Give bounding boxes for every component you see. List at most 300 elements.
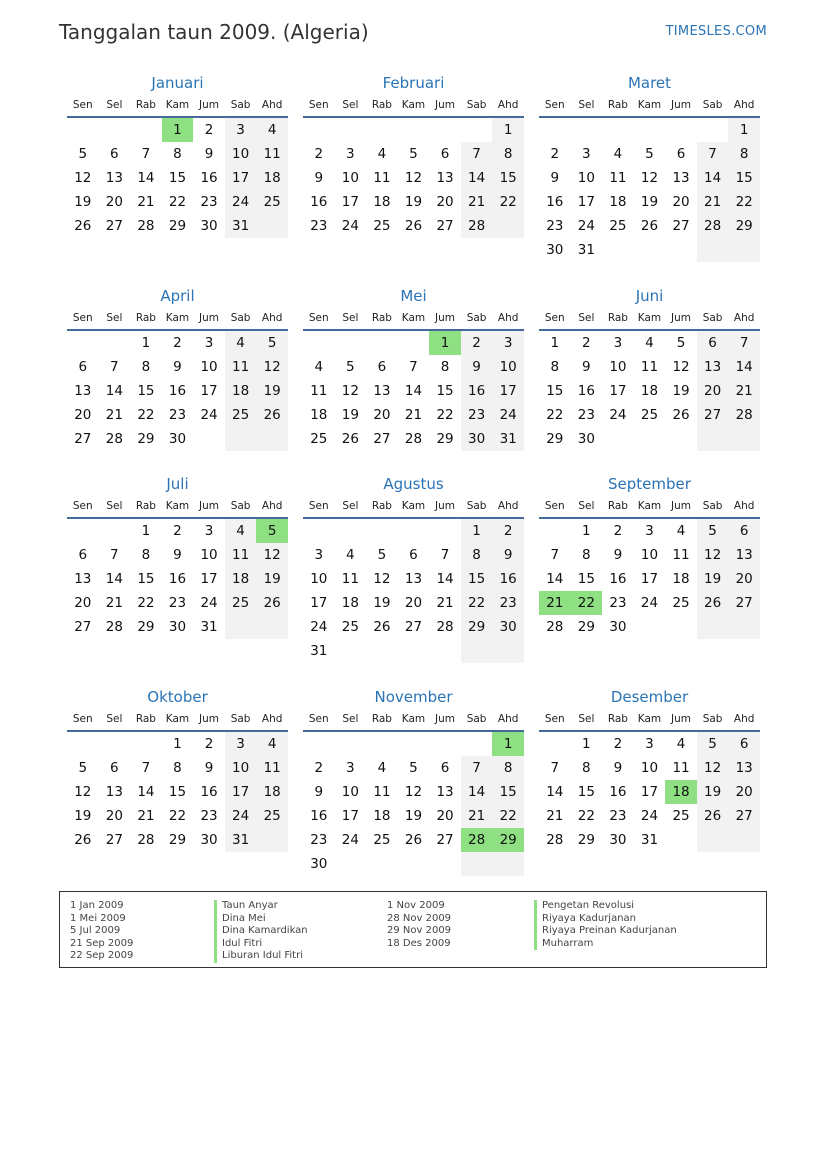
week-row (67, 591, 288, 615)
empty-cell (665, 828, 697, 852)
day-cell: 9 (613, 760, 623, 776)
empty-cell (728, 828, 760, 852)
day-cell: 19 (373, 595, 391, 611)
day-cell: 13 (697, 355, 729, 379)
day-cell: 25 (256, 804, 288, 828)
week-row (303, 355, 524, 379)
legend-date: 29 Nov 2009 (387, 925, 452, 936)
day-cell: 16 (200, 170, 218, 186)
day-cell: 15 (492, 780, 524, 804)
weekday-label: Rab (371, 500, 392, 512)
day-cell: 18 (341, 595, 359, 611)
day-cell: 8 (492, 142, 524, 166)
legend-holiday-name: Muharram (534, 938, 677, 951)
weekday-label: Jum (671, 312, 692, 324)
day-cell: 31 (225, 214, 257, 238)
week-row (539, 142, 760, 166)
day-cell: 17 (640, 784, 659, 800)
week-row (303, 615, 524, 639)
day-cell: 26 (697, 591, 729, 615)
day-cell: 21 (697, 190, 729, 214)
day-cell: 9 (173, 547, 182, 563)
day-cell: 7 (728, 331, 760, 355)
day-cell: 3 (225, 732, 257, 756)
day-cell: 16 (492, 567, 524, 591)
day-cell: 21 (461, 190, 493, 214)
day-cell: 2 (204, 122, 214, 138)
day-cell: 2 (582, 335, 591, 351)
empty-cell (335, 639, 367, 663)
day-cell: 11 (672, 760, 690, 776)
day-cell: 8 (141, 547, 151, 563)
day-cell: 24 (640, 808, 659, 824)
day-cell: 16 (577, 383, 595, 399)
day-cell: 1 (582, 523, 591, 539)
day-cell: 24 (200, 595, 218, 611)
week-row (67, 379, 288, 403)
day-cell: 28 (546, 619, 564, 635)
day-cell: 2 (613, 523, 623, 539)
day-cell: 21 (404, 407, 423, 423)
day-cell: 30 (492, 615, 524, 639)
empty-cell (256, 214, 288, 238)
day-cell: 23 (546, 218, 564, 234)
day-cell: 18 (310, 407, 328, 423)
weekday-label: Jum (199, 99, 220, 111)
day-cell: 26 (373, 619, 391, 635)
weekday-label: Sab (466, 99, 487, 111)
weekday-label: Sen (308, 99, 329, 111)
week-row (539, 238, 760, 262)
day-cell: 24 (640, 595, 659, 611)
day-cell: 15 (168, 170, 187, 186)
weekday-label: Ahd (261, 713, 283, 725)
day-cell: 25 (310, 431, 328, 447)
day-cell: 11 (341, 571, 359, 587)
day-cell: 6 (440, 760, 450, 776)
week-row (303, 804, 524, 828)
day-cell: 19 (672, 383, 690, 399)
day-cell: 7 (697, 142, 729, 166)
day-cell: 7 (141, 760, 151, 776)
day-cell: 26 (256, 591, 288, 615)
day-cell: 19 (74, 808, 92, 824)
day-cell: 19 (404, 808, 423, 824)
day-cell: 12 (74, 784, 92, 800)
day-cell: 22 (137, 407, 155, 423)
weekday-label: Sen (308, 312, 329, 324)
legend-date: 22 Sep 2009 (70, 950, 134, 961)
day-cell: 13 (404, 571, 423, 587)
day-cell: 23 (200, 194, 218, 210)
day-cell: 4 (613, 146, 623, 162)
day-cell: 19 (256, 379, 288, 403)
week-row (303, 142, 524, 166)
day-cell: 16 (609, 571, 627, 587)
day-cell: 15 (546, 383, 564, 399)
day-cell: 7 (409, 359, 418, 375)
week-row (539, 591, 760, 615)
day-cell: 31 (640, 832, 659, 848)
week-row (303, 732, 524, 756)
day-cell: 23 (609, 595, 627, 611)
day-cell: 24 (492, 403, 524, 427)
day-cell: 14 (137, 170, 155, 186)
weekday-header (67, 495, 288, 519)
day-cell: 6 (78, 359, 88, 375)
weekday-label: Sen (544, 500, 565, 512)
legend-date: 21 Sep 2009 (70, 937, 134, 949)
day-cell: 16 (609, 784, 627, 800)
day-cell: 7 (550, 760, 560, 776)
day-cell: 25 (373, 832, 391, 848)
empty-cell (728, 615, 760, 639)
day-cell: 15 (461, 567, 493, 591)
holiday-day-cell: 5 (256, 519, 288, 543)
empty-cell (99, 118, 131, 142)
day-cell: 6 (440, 146, 450, 162)
weekday-label: Sen (544, 99, 565, 111)
weekday-label: Kam (637, 312, 662, 324)
week-row (539, 804, 760, 828)
week-row (67, 427, 288, 451)
empty-cell (461, 639, 493, 663)
day-cell: 31 (577, 242, 595, 258)
day-cell: 30 (168, 619, 187, 635)
weekday-label: Sab (466, 713, 487, 725)
weekday-label: Sel (342, 713, 359, 725)
day-cell: 12 (404, 784, 423, 800)
weekday-header (539, 94, 760, 118)
week-row (303, 379, 524, 403)
month-name: Juni (635, 287, 664, 305)
weekday-header (539, 708, 760, 732)
week-row (303, 403, 524, 427)
day-cell: 14 (436, 571, 454, 587)
day-cell: 4 (676, 736, 686, 752)
weekday-label: Jum (435, 500, 456, 512)
empty-cell (398, 732, 430, 756)
weekday-header (303, 307, 524, 331)
week-row (303, 331, 524, 355)
day-cell: 20 (672, 194, 690, 210)
empty-cell (303, 519, 335, 543)
weekday-label: Kam (165, 713, 190, 725)
empty-cell (67, 331, 99, 355)
day-cell: 30 (546, 242, 564, 258)
legend-holiday-name: Dina Mei (214, 913, 308, 926)
day-cell: 6 (676, 146, 686, 162)
day-cell: 9 (314, 170, 324, 186)
empty-cell (697, 118, 729, 142)
day-cell: 27 (74, 619, 92, 635)
day-cell: 18 (225, 379, 257, 403)
day-cell: 17 (341, 808, 359, 824)
weekday-label: Sel (106, 99, 123, 111)
weekday-header (303, 94, 524, 118)
day-cell: 3 (204, 335, 214, 351)
weekday-label: Sab (230, 500, 251, 512)
day-cell: 14 (546, 784, 564, 800)
weekday-label: Sab (702, 500, 723, 512)
day-cell: 30 (577, 431, 595, 447)
day-cell: 12 (256, 543, 288, 567)
day-cell: 17 (225, 780, 257, 804)
week-row (539, 427, 760, 451)
legend-dates-left (70, 900, 133, 963)
weekday-label: Jum (671, 713, 692, 725)
empty-cell (398, 519, 430, 543)
month-name: Maret (627, 74, 672, 92)
week-row (303, 828, 524, 852)
day-cell: 3 (613, 335, 623, 351)
day-cell: 12 (256, 355, 288, 379)
day-cell: 7 (550, 547, 560, 563)
weekday-label: Sel (578, 312, 595, 324)
day-cell: 28 (404, 431, 423, 447)
day-cell: 8 (173, 760, 182, 776)
empty-cell (398, 639, 430, 663)
day-cell: 22 (168, 194, 187, 210)
legend-date: 28 Nov 2009 (387, 912, 452, 924)
weekday-header (67, 94, 288, 118)
day-cell: 29 (546, 431, 564, 447)
day-cell: 17 (341, 194, 359, 210)
day-cell: 6 (409, 547, 418, 563)
empty-cell (193, 427, 225, 451)
week-row (67, 331, 288, 355)
day-cell: 25 (672, 808, 690, 824)
day-cell: 2 (550, 146, 560, 162)
day-cell: 15 (577, 571, 595, 587)
empty-cell (67, 519, 99, 543)
day-cell: 16 (168, 383, 187, 399)
day-cell: 22 (461, 591, 493, 615)
day-cell: 16 (310, 194, 328, 210)
empty-cell (303, 331, 335, 355)
day-cell: 21 (105, 595, 123, 611)
week-row (67, 142, 288, 166)
day-cell: 19 (74, 194, 92, 210)
day-cell: 1 (141, 335, 151, 351)
day-cell: 18 (672, 571, 690, 587)
week-row (539, 732, 760, 756)
day-cell: 27 (697, 403, 729, 427)
day-cell: 28 (105, 619, 123, 635)
day-cell: 3 (492, 331, 524, 355)
day-cell: 14 (137, 784, 155, 800)
weekday-label: Kam (401, 312, 426, 324)
day-cell: 2 (314, 146, 324, 162)
day-cell: 25 (225, 403, 257, 427)
day-cell: 19 (640, 194, 659, 210)
day-cell: 9 (173, 359, 182, 375)
weekday-label: Sel (342, 500, 359, 512)
holiday-day-cell: 28 (461, 828, 493, 852)
day-cell: 5 (409, 760, 418, 776)
day-cell: 15 (168, 784, 187, 800)
day-cell: 19 (404, 194, 423, 210)
day-cell: 24 (225, 190, 257, 214)
day-cell: 21 (728, 379, 760, 403)
day-cell: 7 (461, 142, 493, 166)
day-cell: 29 (168, 218, 187, 234)
day-cell: 30 (609, 832, 627, 848)
day-cell: 5 (645, 146, 654, 162)
day-cell: 11 (373, 784, 391, 800)
day-cell: 22 (546, 407, 564, 423)
month-januari (67, 72, 288, 238)
day-cell: 18 (373, 808, 391, 824)
weekday-label: Rab (607, 312, 628, 324)
day-cell: 4 (256, 732, 288, 756)
day-cell: 25 (640, 407, 659, 423)
weekday-header (539, 495, 760, 519)
brand-link[interactable]: TIMESLES.COM (665, 24, 767, 39)
day-cell: 9 (204, 760, 214, 776)
week-row (67, 567, 288, 591)
day-cell: 23 (168, 407, 187, 423)
week-row (303, 190, 524, 214)
weekday-label: Ahd (733, 312, 755, 324)
weekday-label: Sel (578, 713, 595, 725)
day-cell: 20 (404, 595, 423, 611)
day-cell: 15 (728, 166, 760, 190)
day-cell: 28 (105, 431, 123, 447)
day-cell: 20 (436, 194, 454, 210)
day-cell: 13 (672, 170, 690, 186)
day-cell: 20 (74, 595, 92, 611)
empty-cell (335, 118, 367, 142)
day-cell: 26 (640, 218, 659, 234)
weekday-label: Ahd (733, 99, 755, 111)
day-cell: 9 (550, 170, 560, 186)
day-cell: 11 (609, 170, 627, 186)
day-cell: 16 (310, 808, 328, 824)
day-cell: 30 (609, 619, 627, 635)
day-cell: 26 (341, 431, 359, 447)
month-name: Desember (610, 688, 689, 706)
week-row (67, 780, 288, 804)
month-agustus (303, 473, 524, 663)
day-cell: 17 (200, 383, 218, 399)
week-row (67, 615, 288, 639)
weekday-label: Kam (165, 500, 190, 512)
weekday-label: Sen (308, 500, 329, 512)
day-cell: 14 (105, 383, 123, 399)
empty-cell (492, 852, 524, 876)
month-name: Januari (151, 74, 204, 92)
day-cell: 5 (346, 359, 355, 375)
month-name: September (608, 475, 691, 493)
day-cell: 3 (204, 523, 214, 539)
month-februari (303, 72, 524, 238)
weekday-label: Rab (607, 500, 628, 512)
page-title: Tanggalan taun 2009. (Algeria) (59, 20, 369, 44)
day-cell: 22 (577, 808, 595, 824)
day-cell: 10 (200, 547, 218, 563)
weekday-label: Rab (371, 713, 392, 725)
day-cell: 24 (341, 832, 359, 848)
week-row (67, 732, 288, 756)
empty-cell (398, 852, 430, 876)
day-cell: 27 (728, 591, 760, 615)
day-cell: 25 (256, 190, 288, 214)
day-cell: 22 (492, 804, 524, 828)
day-cell: 27 (373, 431, 391, 447)
empty-cell (697, 828, 729, 852)
day-cell: 10 (609, 359, 627, 375)
day-cell: 27 (672, 218, 690, 234)
day-cell: 29 (137, 431, 155, 447)
day-cell: 21 (137, 194, 155, 210)
day-cell: 10 (640, 760, 659, 776)
weekday-label: Kam (637, 500, 662, 512)
month-name: Oktober (147, 688, 208, 706)
day-cell: 26 (672, 407, 690, 423)
legend-names-left (214, 900, 308, 963)
day-cell: 16 (461, 379, 493, 403)
day-cell: 19 (697, 567, 729, 591)
week-row (303, 780, 524, 804)
day-cell: 13 (74, 383, 92, 399)
week-row (67, 403, 288, 427)
weekday-label: Jum (435, 312, 456, 324)
weekday-label: Jum (671, 500, 692, 512)
day-cell: 2 (173, 335, 182, 351)
day-cell: 2 (173, 523, 182, 539)
day-cell: 2 (613, 736, 623, 752)
empty-cell (697, 238, 729, 262)
week-row (67, 804, 288, 828)
empty-cell (429, 519, 461, 543)
day-cell: 11 (256, 756, 288, 780)
week-row (67, 166, 288, 190)
day-cell: 6 (78, 547, 88, 563)
day-cell: 9 (461, 355, 493, 379)
empty-cell (539, 118, 571, 142)
month-november (303, 686, 524, 876)
day-cell: 31 (200, 619, 218, 635)
week-row (67, 190, 288, 214)
day-cell: 29 (436, 431, 454, 447)
day-cell: 1 (141, 523, 151, 539)
legend-dates-right (387, 900, 451, 950)
day-cell: 19 (697, 780, 729, 804)
day-cell: 20 (728, 780, 760, 804)
week-row (303, 427, 524, 451)
weekday-label: Sel (106, 312, 123, 324)
day-cell: 15 (137, 571, 155, 587)
day-cell: 12 (697, 543, 729, 567)
week-row (539, 166, 760, 190)
week-row (67, 756, 288, 780)
weekday-label: Sab (702, 312, 723, 324)
day-cell: 15 (137, 383, 155, 399)
day-cell: 26 (74, 832, 92, 848)
legend-date: 1 Mei 2009 (70, 912, 126, 924)
empty-cell (256, 828, 288, 852)
day-cell: 27 (74, 431, 92, 447)
day-cell: 29 (461, 615, 493, 639)
day-cell: 11 (672, 547, 690, 563)
day-cell: 6 (728, 732, 760, 756)
weekday-label: Jum (671, 99, 692, 111)
day-cell: 18 (256, 780, 288, 804)
day-cell: 14 (404, 383, 423, 399)
empty-cell (492, 639, 524, 663)
holiday-day-cell: 1 (162, 118, 194, 142)
